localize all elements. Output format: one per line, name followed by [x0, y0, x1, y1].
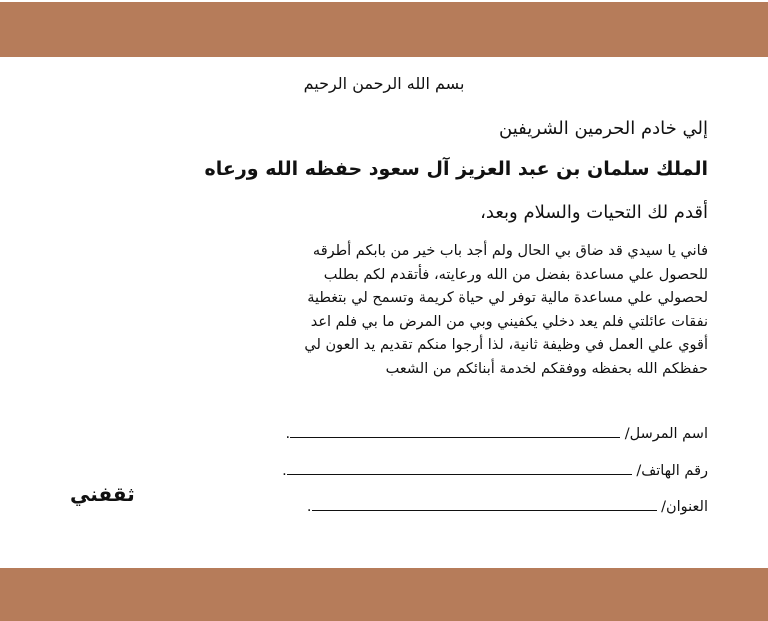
phone-blank-line — [287, 460, 632, 475]
body-line: حفظكم الله بحفظه ووفقكم لخدمة أبنائكم من الشعب — [385, 360, 708, 377]
sender-name-blank-line — [290, 423, 620, 438]
signature-text: ثقفني — [70, 482, 135, 506]
phone-field — [282, 460, 708, 479]
top-decorative-band — [0, 2, 768, 57]
letter-document — [60, 60, 708, 560]
body-line: فاني يا سيدي قد ضاق بي الحال ولم أجد باب خير من بابكم أطرقه — [312, 243, 708, 259]
bottom-decorative-band — [0, 568, 768, 621]
body-line: أقوي علي العمل في وظيفة ثانية، لذا أرجوا منكم تقديم يد العون لي — [304, 337, 708, 353]
address-label: العنوان/ — [661, 499, 708, 515]
address-field — [307, 496, 708, 515]
phone-label: رقم الهاتف/ — [636, 463, 708, 479]
recipient-title: إلي خادم الحرمين الشريفين — [499, 118, 708, 139]
sender-name-field — [285, 423, 708, 442]
sender-name-label: اسم المرسل/ — [624, 426, 708, 442]
address-blank-line — [312, 496, 657, 511]
letter-body — [68, 240, 708, 381]
end-mark: . — [285, 426, 291, 442]
body-line: نفقات عائلتي فلم يعد دخلي يكفيني وبي من المرض ما بي فلم اعد — [310, 313, 708, 330]
body-line: لحصولي علي مساعدة مالية توفر لي حياة كريمة وتسمح لي بتغطية — [307, 290, 708, 306]
end-mark: . — [282, 463, 287, 479]
body-line: للحصول علي مساعدة بفضل من الله ورعايته، فأتقدم لكم بطلب — [323, 266, 708, 283]
basmala-heading: بسم الله الرحمن الرحيم — [303, 74, 465, 93]
end-mark: . — [306, 499, 312, 515]
recipient-name: الملك سلمان بن عبد العزيز آل سعود حفظه الله ورعاه — [204, 158, 708, 180]
greeting-line: أقدم لك التحيات والسلام وبعد، — [480, 202, 708, 223]
